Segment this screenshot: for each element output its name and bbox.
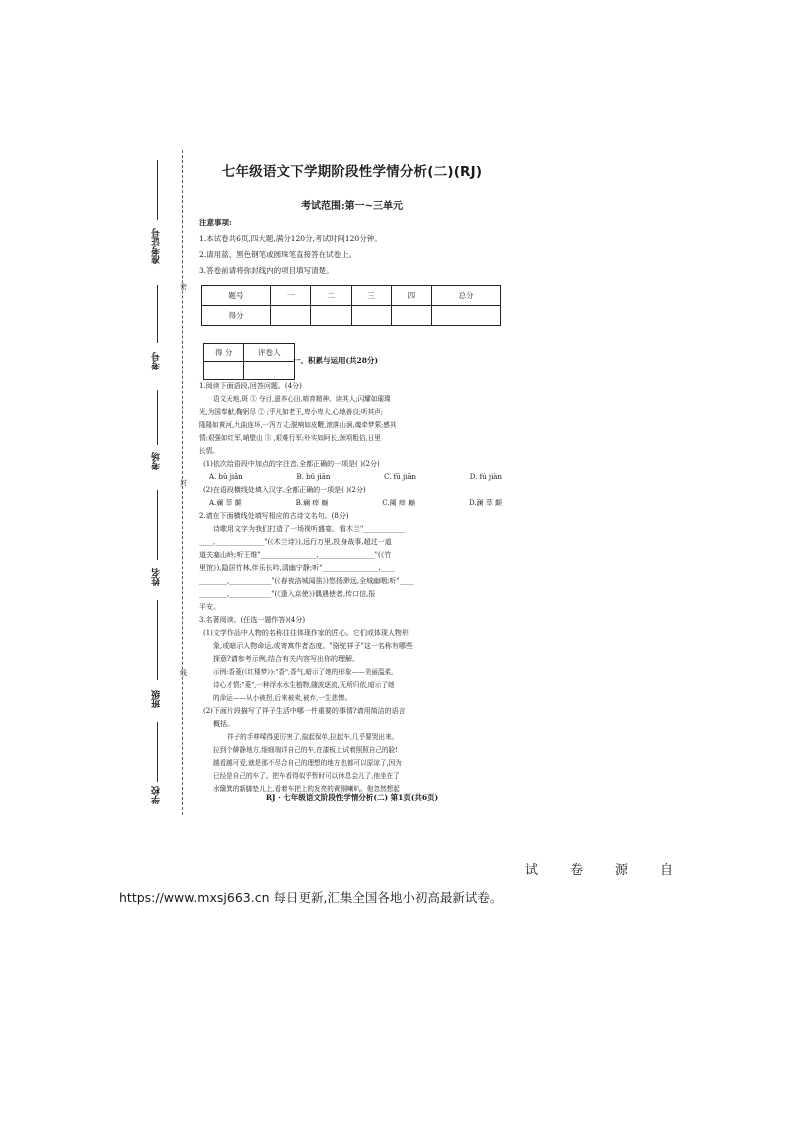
- score-header: 题号: [202, 286, 271, 306]
- fill-line: ________,____________"(《逢入京使》)偶遇使者,传口信,报: [199, 590, 376, 598]
- notes-heading: 注意事项:: [199, 218, 232, 227]
- sub-question: 概括。: [213, 720, 234, 728]
- binding-label-name: 姓名: [152, 568, 162, 586]
- option: D. fú jiàn: [469, 473, 502, 481]
- score-cell[interactable]: [351, 306, 391, 326]
- seal-mark: 密: [180, 283, 187, 291]
- option: D.澜 萃 颠: [468, 499, 502, 507]
- question-stem: 1.阅读下面语段,回答问题。(4分): [199, 382, 302, 390]
- score-cell[interactable]: [391, 306, 431, 326]
- page-footer: RJ · 七年级语文阶段性学情分析(二) 第1页(共6页): [265, 793, 439, 802]
- page-title: 七年级语文下学期阶段性学情分析(二)(RJ): [221, 164, 483, 180]
- option: C. fū jiān: [384, 473, 417, 481]
- excerpt-line: 祥子的手哆嗦得更厉害了,揣起保单,拉起车,几乎要哭出来。: [227, 733, 399, 741]
- fill-line: [157, 600, 158, 680]
- score-row-label: 得分: [202, 306, 271, 326]
- grader-cell[interactable]: [204, 362, 244, 380]
- grader-cell[interactable]: [244, 362, 295, 380]
- sub-question: (2)下面片段描写了祥子生活中哪一件重要的事情?请用简洁的语言: [203, 707, 406, 715]
- score-table: [201, 285, 501, 326]
- note-item: 1.本试卷共6页,四大题,满分120分,考试时间120分钟。: [199, 234, 382, 243]
- note-item: 2.请用蓝、黑色钢笔或圆珠笔直接答在试卷上。: [199, 250, 357, 259]
- grader-label: 评卷人: [244, 344, 295, 362]
- example-line: 示例:香菱(《红楼梦》):"香",香气,暗示了她的形象——美丽温柔,: [213, 668, 394, 676]
- questions: [199, 380, 506, 796]
- option: C.阑 瘁 巅: [382, 499, 416, 507]
- example-line: 的命运——从小被拐,后来被卖,被弃,一生悲惨。: [213, 694, 352, 702]
- score-header: 三: [351, 286, 391, 306]
- excerpt-line: 越看越可爱,就是那不尽合自己的理想的地方也都可以原谅了,因为: [213, 759, 402, 767]
- binding-label-class: 班级: [152, 690, 162, 708]
- option: A.斓 萃 颠: [209, 499, 242, 507]
- fill-line: [157, 285, 158, 343]
- notes: [199, 215, 509, 279]
- passage-line: 情;艰强如红军,峭壁山 ③ ,艰难行军;朴实如阿长,颈项粗俗,日里: [199, 434, 381, 442]
- question-stem: 2.请在下面横线处填写相应的古诗文名句。(8分): [199, 512, 349, 520]
- fill-line: 诗歌用文字为我们打造了一场视听盛宴。看木兰"____________: [213, 525, 406, 533]
- excerpt-line: 拉到个僻静地方,细细端详自己的车,在漆板上试着照照自己的脸!: [213, 746, 398, 754]
- option: B. bǔ jiān: [296, 473, 331, 481]
- score-cell[interactable]: [432, 306, 501, 326]
- fill-line: ________,____________"(《春夜洛城闻笛》)悠扬渺远,全城幽咽;听"____: [199, 577, 414, 585]
- sub-question: (1)依次给语段中加点的字注音,全都正确的一项是( )(2分): [203, 460, 380, 468]
- sub-question: (1)文学作品中人物的名称往往体现作家的匠心。它们或体现人物形: [203, 629, 409, 637]
- source-char: 源: [615, 863, 629, 878]
- sub-question: 探意?请参考示例,结合有关内容写出你的理解。: [213, 655, 359, 663]
- source-char: 试: [525, 863, 539, 878]
- note-item: 3.答卷前请将弥封线内的项目填写清楚。: [199, 266, 334, 275]
- seal-mark: 线: [180, 669, 187, 677]
- source-line: https://www.mxsj663.cn 每日更新,汇集全国各地小初高最新试卷。: [119, 890, 503, 905]
- excerpt-line: 已经是自己的车了。把车看得似乎暂时可以休息会儿了,他坐在了: [213, 772, 400, 780]
- score-cell[interactable]: [271, 306, 311, 326]
- option: A. bū jiān: [209, 473, 243, 481]
- binding-label-seat: 考号: [152, 352, 162, 370]
- binding-label-room: 考场: [152, 452, 162, 470]
- fill-line: [157, 490, 158, 560]
- fill-line: [157, 390, 158, 445]
- score-header: 四: [391, 286, 431, 306]
- grader-score-label: 得 分: [204, 344, 244, 362]
- passage-line: 语文天地,斑 ① 夺目,滋养心田,唷育精神。读其人;闪耀如璀璨: [213, 395, 391, 403]
- option: B.斓 瘁 巅: [295, 499, 329, 507]
- seal-mark: 封: [180, 479, 187, 487]
- question-stem: 3.名著阅读。(任选一题作答)(4分): [199, 616, 306, 624]
- passage-line: 光,为国奉献,鞠躬尽 ② ;乎凡如老王,卑小卑大,心地善良;听其声;: [199, 408, 384, 416]
- binding-label-exam-id: 准考证号: [152, 228, 162, 264]
- exam-scope: 考试范围:第一~三单元: [300, 201, 404, 212]
- score-header: 总分: [432, 286, 501, 306]
- source-char: 自: [660, 863, 674, 878]
- fill-line: ____,______________"(《木兰诗》),远行万里,投身战事,超过一道: [199, 538, 392, 546]
- fill-line: [157, 160, 158, 220]
- sub-question: 象,或暗示人物命运,或寄寓作者态度。"骆驼祥子"这一名称有哪些: [213, 642, 413, 650]
- example-line: 诗心才情;"菱",一种浮水水生植物,随波逐流,无所归依,暗示了她: [213, 681, 395, 689]
- fill-line: 平安。: [199, 603, 220, 611]
- grader-table: [203, 343, 295, 380]
- passage-line: 长情。: [199, 447, 219, 455]
- fill-line: 道关塞山岭;听王维"________________,________________"(《竹: [199, 551, 392, 559]
- binding-label-school: 学校: [152, 786, 162, 804]
- fill-line: [157, 722, 158, 782]
- excerpt-line: 水簸箕的新脚垫儿上,看着车把上的发亮的黄铜喇叭。他忽然想起: [213, 785, 400, 793]
- score-cell[interactable]: [311, 306, 351, 326]
- score-header: 一: [271, 286, 311, 306]
- section-heading: 一、积累与运用(共28分): [293, 356, 379, 365]
- sub-question: (2)在语段横线处填入汉字,全都正确的一项是( )(2分): [203, 486, 366, 494]
- source-char: 卷: [570, 863, 584, 878]
- score-header: 二: [311, 286, 351, 306]
- fill-line: 里馆》),隐居竹林,伴乐长吟,清幽宁静;听"________________,____: [199, 564, 395, 572]
- passage-line: 隆隆如黄河,九曲连环,一泻万丈;脱响如皮鞭,滚落山涧,魂牵梦萦;感其: [199, 421, 397, 429]
